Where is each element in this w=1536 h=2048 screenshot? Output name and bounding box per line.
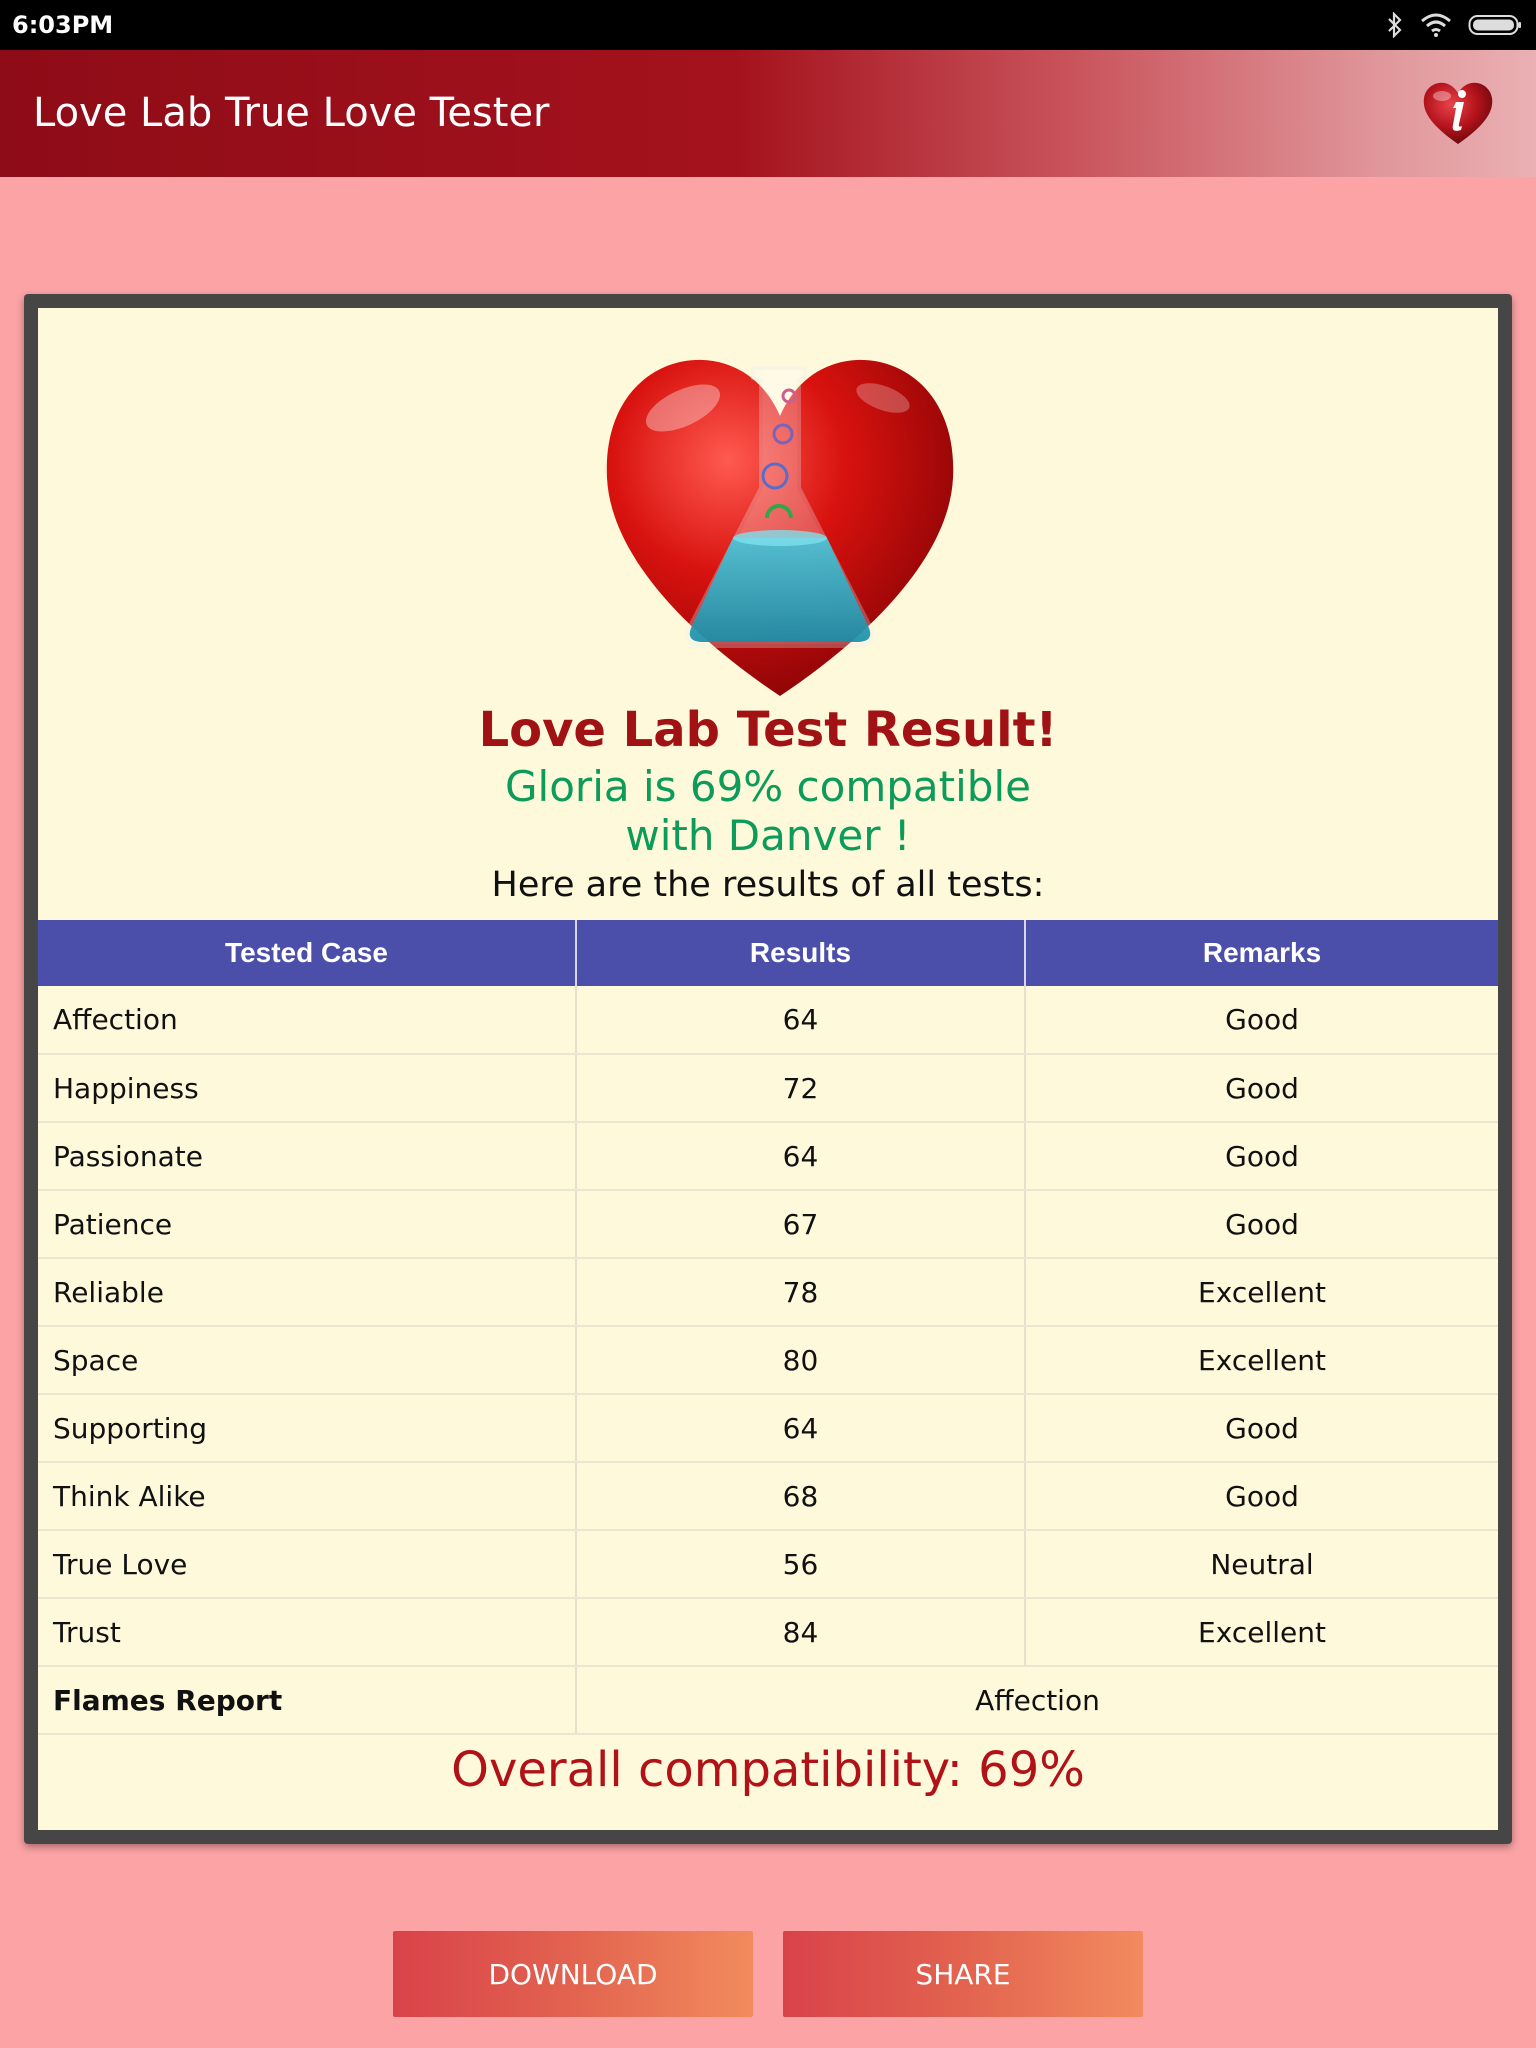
result-value-cell: 67	[576, 1190, 1025, 1258]
result-value-cell: 78	[576, 1258, 1025, 1326]
app-title: Love Lab True Love Tester	[33, 90, 550, 136]
remark-cell: Excellent	[1025, 1598, 1498, 1666]
column-header-results: Results	[576, 920, 1025, 986]
tested-case-cell: Happiness	[38, 1054, 576, 1122]
result-value-cell: 72	[576, 1054, 1025, 1122]
column-header-tested-case: Tested Case	[38, 920, 576, 986]
status-time: 6:03PM	[12, 11, 114, 39]
heart-flask-image	[593, 338, 968, 708]
table-row	[38, 1326, 1498, 1394]
tested-case-cell: Trust	[38, 1598, 576, 1666]
result-title: Love Lab Test Result!	[478, 702, 1058, 758]
info-button[interactable]	[1418, 78, 1498, 148]
tested-case-cell: Passionate	[38, 1122, 576, 1190]
table-row	[38, 1394, 1498, 1462]
overall-compatibility: Overall compatibility: 69%	[451, 1742, 1085, 1798]
tested-case-cell: Space	[38, 1326, 576, 1394]
tested-case-cell: True Love	[38, 1530, 576, 1598]
heart-info-icon	[1418, 78, 1498, 148]
tested-case-cell: Patience	[38, 1190, 576, 1258]
flames-report-label: Flames Report	[38, 1666, 576, 1734]
tested-case-cell: Reliable	[38, 1258, 576, 1326]
table-row	[38, 1190, 1498, 1258]
results-table	[38, 920, 1498, 1735]
remark-cell: Good	[1025, 986, 1498, 1054]
remark-cell: Good	[1025, 1122, 1498, 1190]
wifi-icon	[1420, 13, 1452, 37]
result-value-cell: 64	[576, 1394, 1025, 1462]
result-value-cell: 80	[576, 1326, 1025, 1394]
result-value-cell: 56	[576, 1530, 1025, 1598]
tested-case-cell: Affection	[38, 986, 576, 1054]
table-row	[38, 1122, 1498, 1190]
table-row	[38, 1258, 1498, 1326]
flames-report-row	[38, 1666, 1498, 1734]
remark-cell: Excellent	[1025, 1326, 1498, 1394]
results-intro: Here are the results of all tests:	[491, 865, 1045, 905]
table-row	[38, 1462, 1498, 1530]
table-row	[38, 1054, 1498, 1122]
tested-case-cell: Supporting	[38, 1394, 576, 1462]
table-header-row	[38, 920, 1498, 986]
result-value-cell: 64	[576, 986, 1025, 1054]
remark-cell: Excellent	[1025, 1258, 1498, 1326]
result-value-cell: 84	[576, 1598, 1025, 1666]
table-row	[38, 1530, 1498, 1598]
result-value-cell: 68	[576, 1462, 1025, 1530]
app-bar	[0, 50, 1536, 177]
remark-cell: Good	[1025, 1462, 1498, 1530]
table-row	[38, 1598, 1498, 1666]
flames-report-value: Affection	[576, 1666, 1498, 1734]
result-value-cell: 64	[576, 1122, 1025, 1190]
remark-cell: Good	[1025, 1394, 1498, 1462]
remark-cell: Good	[1025, 1190, 1498, 1258]
compatibility-line-2: with Danver !	[625, 811, 911, 860]
remark-cell: Neutral	[1025, 1530, 1498, 1598]
table-row	[38, 986, 1498, 1054]
column-header-remarks: Remarks	[1025, 920, 1498, 986]
status-icons	[1386, 12, 1522, 38]
status-bar	[0, 0, 1536, 50]
bluetooth-icon	[1386, 12, 1404, 38]
download-button[interactable]: DOWNLOAD	[393, 1931, 753, 2017]
tested-case-cell: Think Alike	[38, 1462, 576, 1530]
compatibility-line-1: Gloria is 69% compatible	[505, 762, 1031, 811]
result-card-content	[38, 308, 1498, 1830]
battery-icon	[1468, 14, 1522, 36]
share-button[interactable]: SHARE	[783, 1931, 1143, 2017]
result-card	[24, 294, 1512, 1844]
remark-cell: Good	[1025, 1054, 1498, 1122]
